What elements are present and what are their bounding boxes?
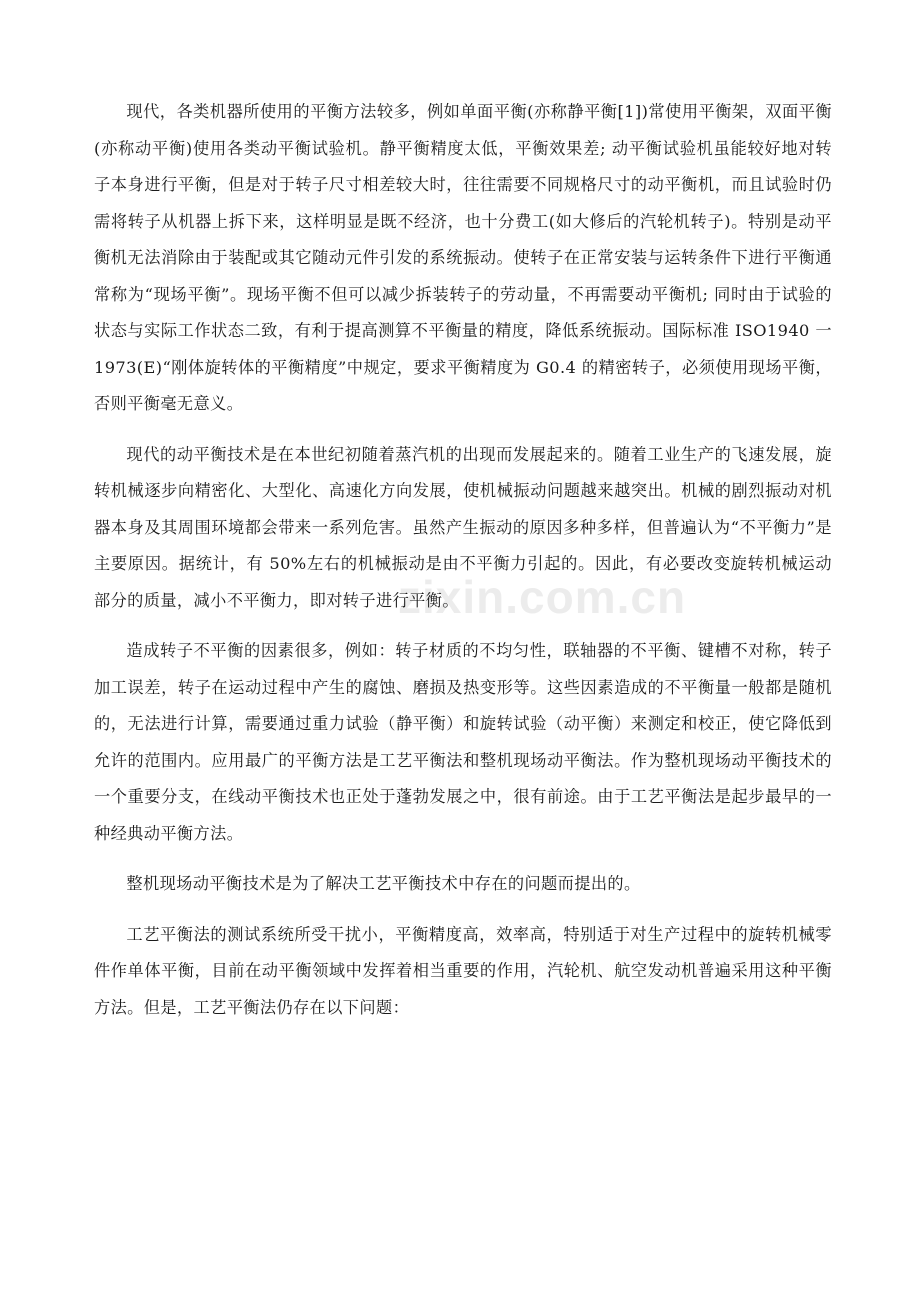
paragraph-1: 现代，各类机器所使用的平衡方法较多，例如单面平衡(亦称静平衡[1])常使用平衡架，双面平衡(亦称动平衡)使用各类动平衡试验机。静平衡精度太低，平衡效果差; 动平衡试验机虽能较好地对转子本身进行平衡，但是对于转子尺寸相差较大时，往往需要不同规格尺寸的动平衡机，而且试验时仍需将转子从机器上拆下来，这样明显是既不经济，也十分费工(如大修后的汽轮机转子)。特别是动平衡机无法消除由于装配或其它随动元件引发的系统振动。使转子在正常安装与运转条件下进行平衡通常称为“现场平衡”。现场平衡不但可以减少拆装转子的劳动量，不再需要动平衡机; 同时由于试验的状态与实际工作状态二致，有利于提高测算不平衡量的精度，降低系统振动。国际标准 ISO1940 一 1973(E)“刚体旋转体的平衡精度”中规定，要求平衡精度为 G0.4 的精密转子，必须使用现场平衡，否则平衡毫无意义。 (94, 102, 832, 413)
paragraph-5: 工艺平衡法的测试系统所受干扰小，平衡精度高，效率高，特别适于对生产过程中的旋转机械零件作单体平衡，目前在动平衡领域中发挥着相当重要的作用，汽轮机、航空发动机普遍采用这种平衡方法。但是，工艺平衡法仍存在以下问题： (94, 924, 832, 1017)
paragraph-3: 造成转子不平衡的因素很多，例如：转子材质的不均匀性，联轴器的不平衡、键槽不对称，转子加工误差，转子在运动过程中产生的腐蚀、磨损及热变形等。这些因素造成的不平衡量一般都是随机的，无法进行计算，需要通过重力试验（静平衡）和旋转试验（动平衡）来测定和校正，使它降低到允许的范围内。应用最广的平衡方法是工艺平衡法和整机现场动平衡法。作为整机现场动平衡技术的一个重要分支，在线动平衡技术也正处于蓬勃发展之中，很有前途。由于工艺平衡法是起步最早的一种经典动平衡方法。 (94, 641, 832, 843)
paragraph-4: 整机现场动平衡技术是为了解决工艺平衡技术中存在的问题而提出的。 (126, 874, 641, 893)
document-body (94, 94, 832, 1040)
paragraph-2: 现代的动平衡技术是在本世纪初随着蒸汽机的出现而发展起来的。随着工业生产的飞速发展，旋转机械逐步向精密化、大型化、高速化方向发展，使机械振动问题越来越突出。机械的剧烈振动对机器本身及其周围环境都会带来一系列危害。虽然产生振动的原因多种多样，但普遍认为“不平衡力”是主要原因。据统计，有 50%左右的机械振动是由不平衡力引起的。因此，有必要改变旋转机械运动部分的质量，减小不平衡力，即对转子进行平衡。 (94, 444, 832, 610)
watermark: zixin.com.cn (398, 571, 687, 623)
